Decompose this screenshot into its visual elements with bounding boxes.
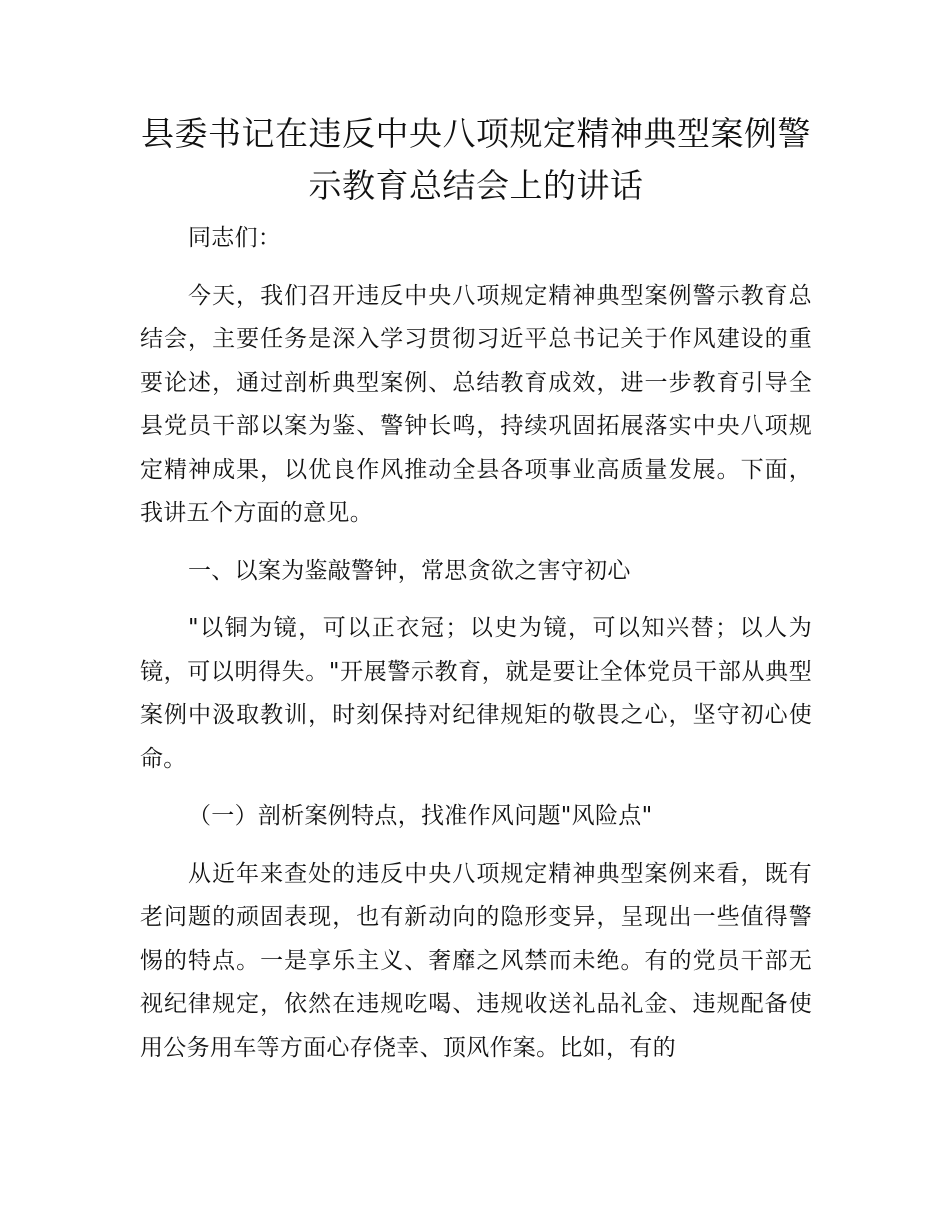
paragraph-intro: 今天，我们召开违反中央八项规定精神典型案例警示教育总结会，主要任务是深入学习贯彻习近平总书记关于作风建设的重要论述，通过剖析典型案例、总结教育成效，进一步教育引导全县党员干部以案为鉴、警钟长鸣，持续巩固拓展落实中央八项规定精神成果，以优良作风推动全县各项事业高质量发展。下面，我讲五个方面的意见。 [140, 282, 812, 526]
paragraph-analysis: 从近年来查处的违反中央八项规定精神典型案例来看，既有老问题的顽固表现，也有新动向的隐形变异，呈现出一些值得警惕的特点。一是享乐主义、奢靡之风禁而未绝。有的党员干部无视纪律规定，依然在违规吃喝、违规收送礼品礼金、违规配备使用公务用车等方面心存侥幸、顶风作案。比如，有的 [140, 860, 812, 1061]
section-heading-1: 一、以案为鉴敲警钟，常思贪欲之害守初心 [188, 557, 631, 584]
paragraph-quote: "以铜为镜，可以正衣冠；以史为镜，可以知兴替；以人为镜，可以明得失。"开展警示教育，就是要让全体党员干部从典型案例中汲取教训，时刻保持对纪律规矩的敬畏之心，坚守初心使命。 [140, 615, 812, 772]
subsection-heading-1: （一）剖析案例特点，找准作风问题"风险点" [188, 803, 653, 829]
salutation: 同志们： [188, 225, 282, 251]
document-title: 县委书记在违反中央八项规定精神典型案例警示教育总结会上的讲话 [141, 114, 811, 205]
document-page [140, 108, 812, 1070]
